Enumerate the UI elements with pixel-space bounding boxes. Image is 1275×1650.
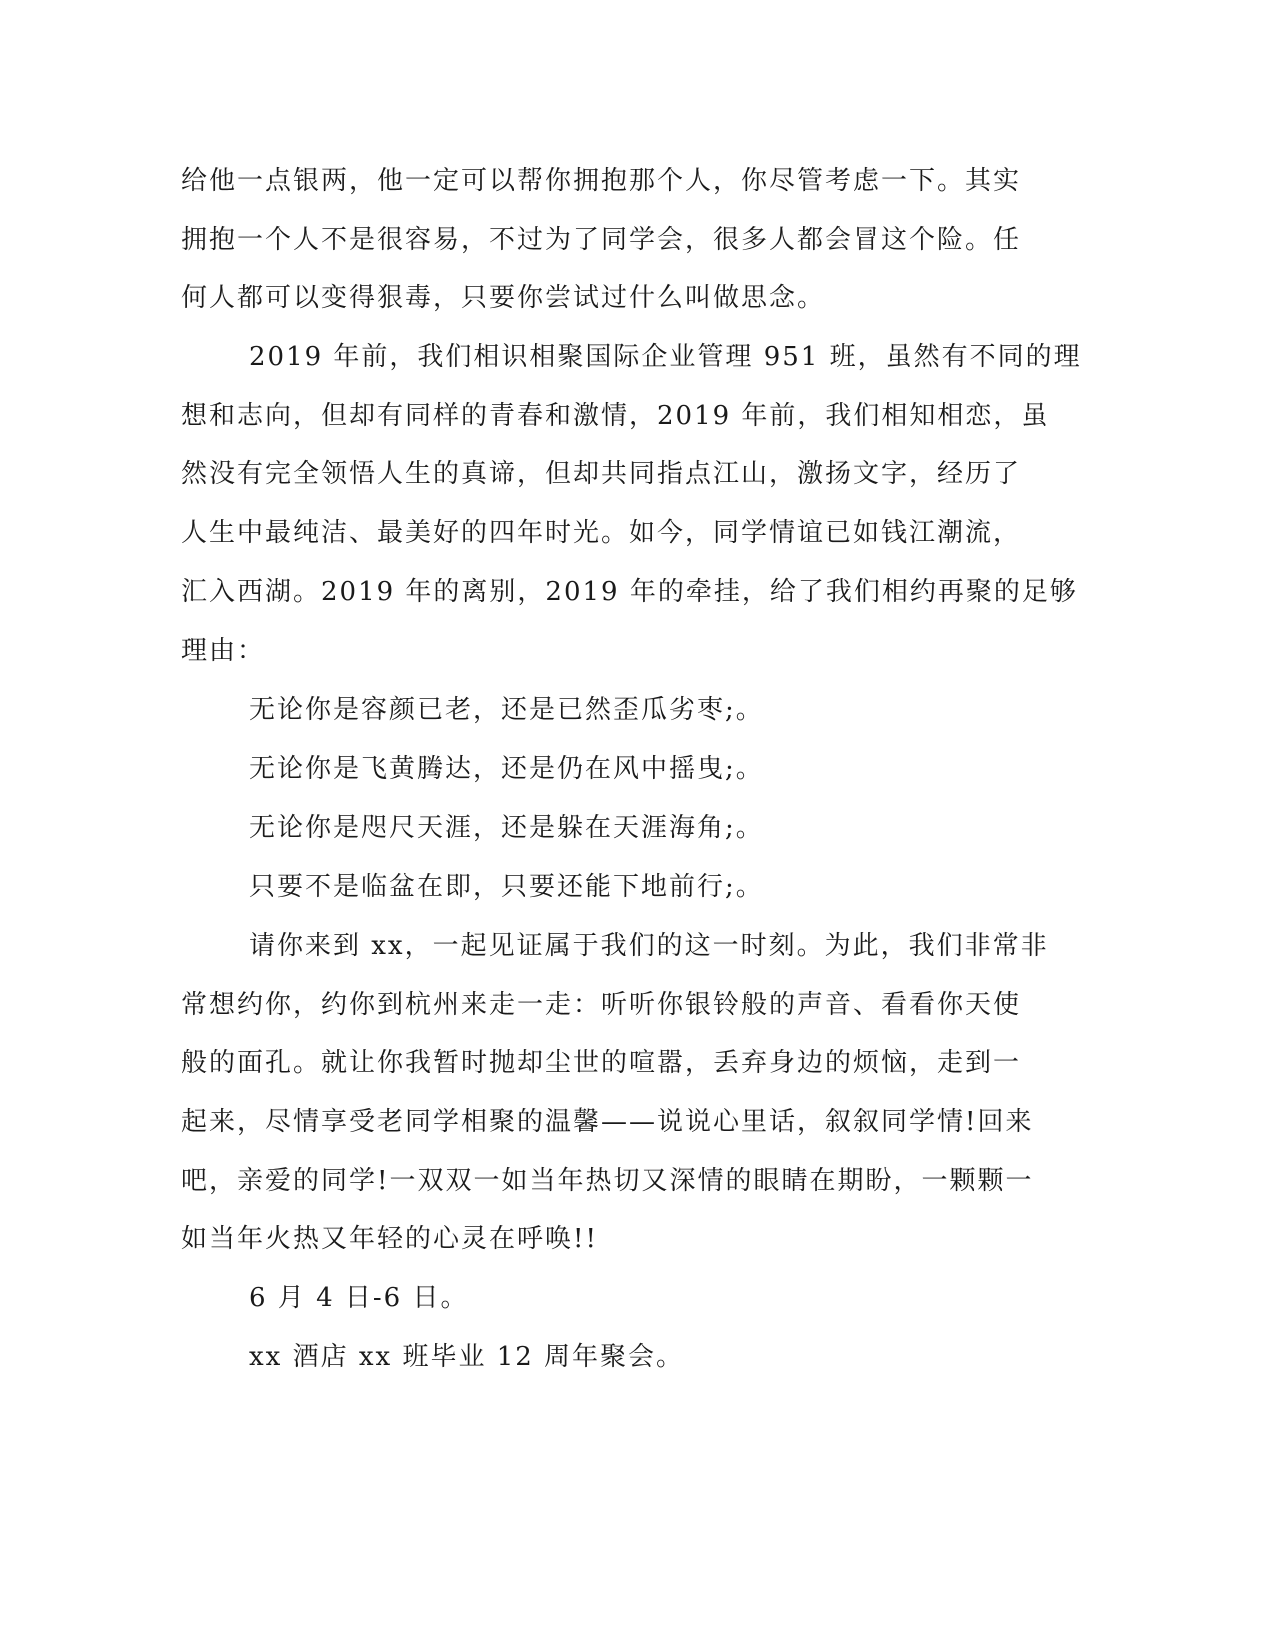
paragraph-3-line-2: 常想约你，约你到杭州来走一走：听听你银铃般的声音、看看你天使 bbox=[181, 990, 1022, 1020]
verse-line-1: 无论你是容颜已老，还是已然歪瓜劣枣;。 bbox=[249, 695, 764, 725]
verse-line-2: 无论你是飞黄腾达，还是仍在风中摇曳;。 bbox=[249, 754, 764, 784]
paragraph-3-line-3: 般的面孔。就让你我暂时抛却尘世的喧嚣，丢弃身边的烦恼，走到一 bbox=[181, 1048, 1022, 1078]
paragraph-3-line-1: 请你来到 xx，一起见证属于我们的这一时刻。为此，我们非常非 bbox=[249, 931, 1049, 961]
paragraph-1-line-1: 给他一点银两，他一定可以帮你拥抱那个人，你尽管考虑一下。其实 bbox=[181, 166, 1022, 196]
event-line: xx 酒店 xx 班毕业 12 周年聚会。 bbox=[249, 1342, 685, 1372]
paragraph-2-line-2: 想和志向，但却有同样的青春和激情，2019 年前，我们相知相恋，虽 bbox=[181, 401, 1050, 431]
paragraph-1-line-3: 何人都可以变得狠毒，只要你尝试过什么叫做思念。 bbox=[181, 283, 826, 313]
paragraph-2-line-4: 人生中最纯洁、最美好的四年时光。如今，同学情谊已如钱江潮流， bbox=[181, 518, 1022, 548]
date-line: 6 月 4 日-6 日。 bbox=[249, 1283, 469, 1313]
paragraph-2-line-1: 2019 年前，我们相识相聚国际企业管理 951 班，虽然有不同的理 bbox=[249, 342, 1082, 372]
paragraph-2-line-3: 然没有完全领悟人生的真谛，但却共同指点江山，激扬文字，经历了 bbox=[181, 459, 1022, 489]
paragraph-1-line-2: 拥抱一个人不是很容易，不过为了同学会，很多人都会冒这个险。任 bbox=[181, 225, 1022, 255]
paragraph-3-line-6: 如当年火热又年轻的心灵在呼唤!! bbox=[181, 1224, 598, 1254]
paragraph-3-line-5: 吧，亲爱的同学!一双双一如当年热切又深情的眼睛在期盼，一颗颗一 bbox=[181, 1166, 1034, 1196]
verse-line-4: 只要不是临盆在即，只要还能下地前行;。 bbox=[249, 872, 764, 902]
verse-line-3: 无论你是咫尺天涯，还是躲在天涯海角;。 bbox=[249, 813, 764, 843]
paragraph-2-line-5: 汇入西湖。2019 年的离别，2019 年的牵挂，给了我们相约再聚的足够 bbox=[181, 577, 1078, 607]
paragraph-3-line-4: 起来，尽情享受老同学相聚的温馨——说说心里话，叙叙同学情!回来 bbox=[181, 1107, 1034, 1137]
paragraph-2-line-6: 理由： bbox=[181, 636, 266, 666]
